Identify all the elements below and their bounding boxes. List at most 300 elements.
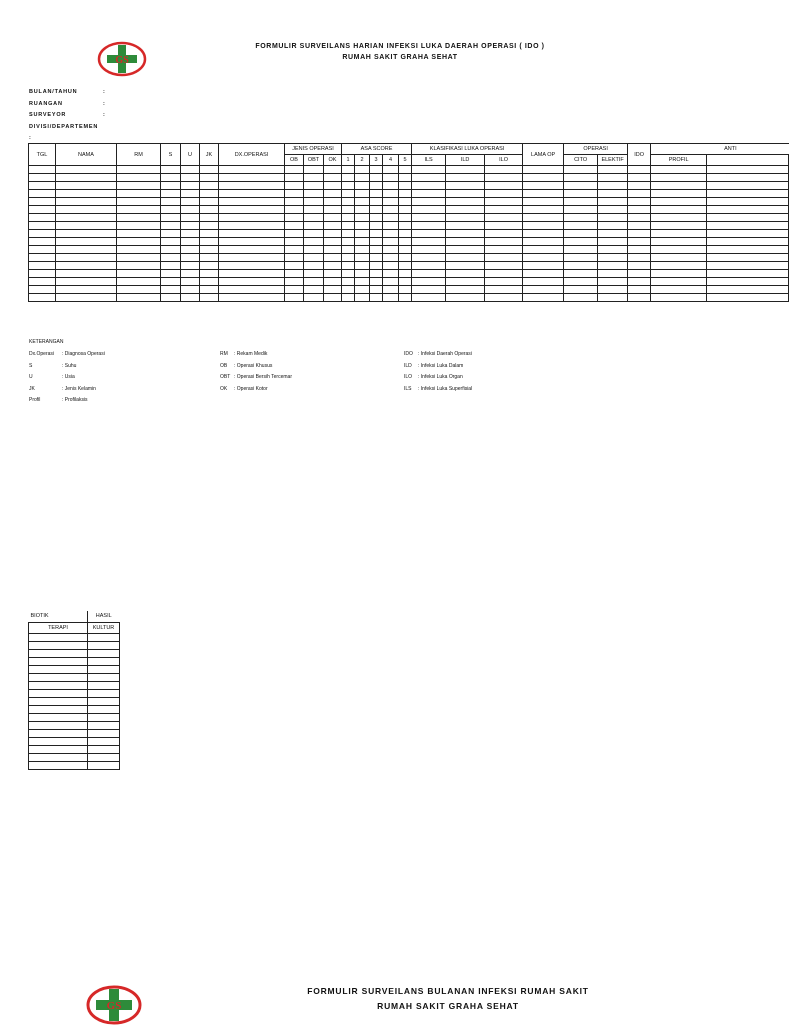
table-cell[interactable] [161, 286, 181, 294]
table-cell[interactable] [383, 206, 399, 214]
table-cell[interactable] [117, 182, 161, 190]
table-cell[interactable] [161, 270, 181, 278]
table-cell[interactable] [523, 198, 564, 206]
table-cell[interactable] [304, 246, 324, 254]
table-cell[interactable] [412, 198, 446, 206]
table-cell[interactable] [88, 633, 120, 641]
table-cell[interactable] [117, 286, 161, 294]
table-cell[interactable] [412, 206, 446, 214]
table-cell[interactable] [446, 214, 485, 222]
table-cell[interactable] [29, 713, 88, 721]
table-cell[interactable] [370, 174, 383, 182]
table-cell[interactable] [628, 190, 651, 198]
table-cell[interactable] [342, 174, 355, 182]
table-cell[interactable] [29, 222, 56, 230]
table-cell[interactable] [355, 166, 370, 174]
table-cell[interactable] [399, 230, 412, 238]
table-cell[interactable] [523, 246, 564, 254]
table-cell[interactable] [651, 230, 707, 238]
table-cell[interactable] [523, 238, 564, 246]
table-cell[interactable] [324, 238, 342, 246]
table-cell[interactable] [412, 182, 446, 190]
table-cell[interactable] [285, 262, 304, 270]
table-cell[interactable] [117, 198, 161, 206]
table-cell[interactable] [598, 222, 628, 230]
table-cell[interactable] [485, 270, 523, 278]
table-cell[interactable] [355, 222, 370, 230]
table-cell[interactable] [342, 270, 355, 278]
table-cell[interactable] [285, 278, 304, 286]
table-cell[interactable] [383, 294, 399, 302]
table-cell[interactable] [651, 166, 707, 174]
table-cell[interactable] [370, 230, 383, 238]
table-cell[interactable] [29, 697, 88, 705]
table-cell[interactable] [56, 166, 117, 174]
table-cell[interactable] [304, 166, 324, 174]
table-cell[interactable] [88, 705, 120, 713]
table-cell[interactable] [29, 206, 56, 214]
table-cell[interactable] [219, 182, 285, 190]
table-cell[interactable] [383, 262, 399, 270]
table-cell[interactable] [399, 222, 412, 230]
table-cell[interactable] [707, 278, 789, 286]
table-cell[interactable] [383, 238, 399, 246]
table-cell[interactable] [117, 238, 161, 246]
table-cell[interactable] [707, 286, 789, 294]
table-cell[interactable] [88, 729, 120, 737]
table-cell[interactable] [56, 270, 117, 278]
table-cell[interactable] [304, 198, 324, 206]
table-cell[interactable] [399, 190, 412, 198]
table-cell[interactable] [564, 222, 598, 230]
table-cell[interactable] [324, 246, 342, 254]
table-cell[interactable] [651, 206, 707, 214]
table-cell[interactable] [598, 246, 628, 254]
table-cell[interactable] [117, 214, 161, 222]
table-cell[interactable] [412, 214, 446, 222]
table-cell[interactable] [88, 657, 120, 665]
table-cell[interactable] [342, 214, 355, 222]
table-cell[interactable] [324, 214, 342, 222]
table-cell[interactable] [324, 254, 342, 262]
table-cell[interactable] [285, 198, 304, 206]
table-cell[interactable] [117, 230, 161, 238]
table-cell[interactable] [628, 198, 651, 206]
table-cell[interactable] [219, 254, 285, 262]
table-cell[interactable] [383, 166, 399, 174]
table-cell[interactable] [219, 286, 285, 294]
table-cell[interactable] [219, 174, 285, 182]
table-cell[interactable] [355, 246, 370, 254]
table-cell[interactable] [304, 222, 324, 230]
table-cell[interactable] [651, 198, 707, 206]
table-cell[interactable] [485, 190, 523, 198]
table-cell[interactable] [355, 174, 370, 182]
table-cell[interactable] [446, 222, 485, 230]
table-cell[interactable] [370, 166, 383, 174]
table-cell[interactable] [370, 222, 383, 230]
table-cell[interactable] [355, 254, 370, 262]
table-cell[interactable] [564, 238, 598, 246]
table-cell[interactable] [342, 246, 355, 254]
table-cell[interactable] [370, 190, 383, 198]
table-cell[interactable] [564, 166, 598, 174]
table-cell[interactable] [598, 174, 628, 182]
table-cell[interactable] [355, 214, 370, 222]
table-cell[interactable] [399, 262, 412, 270]
table-cell[interactable] [304, 206, 324, 214]
table-cell[interactable] [324, 230, 342, 238]
table-cell[interactable] [355, 286, 370, 294]
table-cell[interactable] [200, 270, 219, 278]
table-cell[interactable] [56, 230, 117, 238]
table-cell[interactable] [117, 246, 161, 254]
table-cell[interactable] [117, 206, 161, 214]
table-cell[interactable] [181, 182, 200, 190]
table-cell[interactable] [370, 286, 383, 294]
table-cell[interactable] [324, 174, 342, 182]
table-cell[interactable] [29, 190, 56, 198]
table-cell[interactable] [88, 721, 120, 729]
table-cell[interactable] [707, 270, 789, 278]
table-cell[interactable] [598, 230, 628, 238]
table-cell[interactable] [399, 238, 412, 246]
table-cell[interactable] [355, 238, 370, 246]
table-cell[interactable] [399, 286, 412, 294]
table-cell[interactable] [370, 206, 383, 214]
table-cell[interactable] [342, 294, 355, 302]
table-cell[interactable] [285, 246, 304, 254]
table-cell[interactable] [485, 294, 523, 302]
table-cell[interactable] [181, 206, 200, 214]
table-cell[interactable] [29, 166, 56, 174]
table-cell[interactable] [29, 182, 56, 190]
table-cell[interactable] [304, 190, 324, 198]
table-cell[interactable] [117, 166, 161, 174]
table-cell[interactable] [399, 174, 412, 182]
table-cell[interactable] [628, 278, 651, 286]
table-cell[interactable] [399, 254, 412, 262]
table-cell[interactable] [29, 745, 88, 753]
table-cell[interactable] [707, 190, 789, 198]
table-cell[interactable] [707, 206, 789, 214]
table-cell[interactable] [446, 206, 485, 214]
table-cell[interactable] [181, 262, 200, 270]
table-cell[interactable] [564, 262, 598, 270]
table-cell[interactable] [383, 286, 399, 294]
table-cell[interactable] [29, 286, 56, 294]
table-cell[interactable] [485, 174, 523, 182]
table-cell[interactable] [628, 182, 651, 190]
table-cell[interactable] [29, 721, 88, 729]
table-cell[interactable] [56, 222, 117, 230]
table-cell[interactable] [219, 230, 285, 238]
table-cell[interactable] [355, 190, 370, 198]
table-cell[interactable] [598, 206, 628, 214]
table-cell[interactable] [628, 206, 651, 214]
table-cell[interactable] [651, 254, 707, 262]
table-cell[interactable] [628, 270, 651, 278]
table-cell[interactable] [219, 214, 285, 222]
table-cell[interactable] [485, 278, 523, 286]
table-cell[interactable] [29, 761, 88, 769]
table-cell[interactable] [446, 294, 485, 302]
table-cell[interactable] [29, 665, 88, 673]
table-cell[interactable] [523, 182, 564, 190]
table-cell[interactable] [342, 262, 355, 270]
table-cell[interactable] [304, 294, 324, 302]
table-cell[interactable] [324, 270, 342, 278]
table-cell[interactable] [399, 206, 412, 214]
table-cell[interactable] [56, 238, 117, 246]
table-cell[interactable] [598, 286, 628, 294]
table-cell[interactable] [219, 238, 285, 246]
table-cell[interactable] [446, 278, 485, 286]
table-cell[interactable] [29, 174, 56, 182]
table-cell[interactable] [29, 230, 56, 238]
table-cell[interactable] [523, 190, 564, 198]
table-cell[interactable] [285, 166, 304, 174]
table-cell[interactable] [564, 230, 598, 238]
table-cell[interactable] [342, 190, 355, 198]
table-cell[interactable] [324, 222, 342, 230]
table-cell[interactable] [29, 753, 88, 761]
table-cell[interactable] [412, 230, 446, 238]
table-cell[interactable] [412, 254, 446, 262]
table-cell[interactable] [564, 278, 598, 286]
table-cell[interactable] [485, 214, 523, 222]
table-cell[interactable] [219, 294, 285, 302]
table-cell[interactable] [304, 254, 324, 262]
table-cell[interactable] [285, 254, 304, 262]
table-cell[interactable] [485, 206, 523, 214]
table-cell[interactable] [285, 230, 304, 238]
table-cell[interactable] [412, 262, 446, 270]
table-cell[interactable] [285, 294, 304, 302]
table-cell[interactable] [29, 198, 56, 206]
table-cell[interactable] [161, 230, 181, 238]
table-cell[interactable] [412, 278, 446, 286]
table-cell[interactable] [324, 198, 342, 206]
table-cell[interactable] [88, 745, 120, 753]
table-cell[interactable] [446, 238, 485, 246]
table-cell[interactable] [412, 246, 446, 254]
table-cell[interactable] [88, 761, 120, 769]
table-cell[interactable] [399, 278, 412, 286]
table-cell[interactable] [485, 262, 523, 270]
table-cell[interactable] [412, 190, 446, 198]
table-cell[interactable] [304, 214, 324, 222]
table-cell[interactable] [161, 246, 181, 254]
table-cell[interactable] [56, 174, 117, 182]
table-cell[interactable] [370, 198, 383, 206]
table-cell[interactable] [446, 262, 485, 270]
table-cell[interactable] [200, 174, 219, 182]
table-cell[interactable] [399, 270, 412, 278]
table-cell[interactable] [56, 198, 117, 206]
table-cell[interactable] [56, 246, 117, 254]
table-cell[interactable] [117, 174, 161, 182]
table-cell[interactable] [485, 166, 523, 174]
table-cell[interactable] [707, 222, 789, 230]
table-cell[interactable] [285, 286, 304, 294]
table-cell[interactable] [523, 174, 564, 182]
table-cell[interactable] [324, 166, 342, 174]
table-cell[interactable] [628, 166, 651, 174]
table-cell[interactable] [324, 278, 342, 286]
table-cell[interactable] [88, 673, 120, 681]
table-cell[interactable] [485, 230, 523, 238]
table-cell[interactable] [29, 270, 56, 278]
table-cell[interactable] [446, 190, 485, 198]
table-cell[interactable] [342, 166, 355, 174]
table-cell[interactable] [412, 222, 446, 230]
table-cell[interactable] [285, 270, 304, 278]
table-cell[interactable] [523, 222, 564, 230]
table-cell[interactable] [383, 278, 399, 286]
table-cell[interactable] [304, 238, 324, 246]
table-cell[interactable] [598, 182, 628, 190]
table-cell[interactable] [651, 286, 707, 294]
table-cell[interactable] [285, 238, 304, 246]
table-cell[interactable] [355, 230, 370, 238]
table-cell[interactable] [285, 222, 304, 230]
table-cell[interactable] [370, 278, 383, 286]
table-cell[interactable] [628, 214, 651, 222]
table-cell[interactable] [304, 270, 324, 278]
table-cell[interactable] [88, 665, 120, 673]
table-cell[interactable] [446, 270, 485, 278]
table-cell[interactable] [628, 222, 651, 230]
table-cell[interactable] [161, 214, 181, 222]
table-cell[interactable] [219, 206, 285, 214]
table-cell[interactable] [219, 270, 285, 278]
table-cell[interactable] [523, 166, 564, 174]
table-cell[interactable] [88, 649, 120, 657]
table-cell[interactable] [29, 633, 88, 641]
table-cell[interactable] [412, 238, 446, 246]
table-cell[interactable] [383, 174, 399, 182]
table-cell[interactable] [399, 246, 412, 254]
table-cell[interactable] [598, 214, 628, 222]
table-cell[interactable] [412, 174, 446, 182]
table-cell[interactable] [383, 182, 399, 190]
table-cell[interactable] [29, 737, 88, 745]
table-cell[interactable] [181, 222, 200, 230]
table-cell[interactable] [598, 278, 628, 286]
table-cell[interactable] [707, 214, 789, 222]
table-cell[interactable] [29, 689, 88, 697]
table-cell[interactable] [564, 214, 598, 222]
table-cell[interactable] [29, 262, 56, 270]
table-cell[interactable] [117, 222, 161, 230]
table-cell[interactable] [29, 657, 88, 665]
table-cell[interactable] [219, 190, 285, 198]
table-cell[interactable] [564, 270, 598, 278]
table-cell[interactable] [29, 649, 88, 657]
table-cell[interactable] [598, 262, 628, 270]
table-cell[interactable] [651, 222, 707, 230]
table-cell[interactable] [707, 254, 789, 262]
table-cell[interactable] [399, 294, 412, 302]
table-cell[interactable] [117, 254, 161, 262]
table-cell[interactable] [628, 230, 651, 238]
table-cell[interactable] [370, 254, 383, 262]
table-cell[interactable] [707, 294, 789, 302]
table-cell[interactable] [29, 729, 88, 737]
table-cell[interactable] [383, 246, 399, 254]
table-cell[interactable] [412, 286, 446, 294]
table-cell[interactable] [181, 198, 200, 206]
table-cell[interactable] [446, 286, 485, 294]
table-cell[interactable] [383, 214, 399, 222]
table-cell[interactable] [485, 286, 523, 294]
table-cell[interactable] [628, 294, 651, 302]
table-cell[interactable] [161, 206, 181, 214]
table-cell[interactable] [161, 238, 181, 246]
table-cell[interactable] [219, 262, 285, 270]
table-cell[interactable] [56, 286, 117, 294]
table-cell[interactable] [304, 286, 324, 294]
table-cell[interactable] [598, 190, 628, 198]
table-cell[interactable] [446, 174, 485, 182]
table-cell[interactable] [324, 286, 342, 294]
table-cell[interactable] [219, 246, 285, 254]
table-cell[interactable] [200, 254, 219, 262]
table-cell[interactable] [598, 238, 628, 246]
table-cell[interactable] [707, 174, 789, 182]
table-cell[interactable] [598, 254, 628, 262]
table-cell[interactable] [56, 182, 117, 190]
table-cell[interactable] [56, 206, 117, 214]
table-cell[interactable] [342, 182, 355, 190]
table-cell[interactable] [219, 198, 285, 206]
table-cell[interactable] [200, 190, 219, 198]
table-cell[interactable] [651, 278, 707, 286]
table-cell[interactable] [628, 254, 651, 262]
table-cell[interactable] [651, 174, 707, 182]
table-cell[interactable] [29, 705, 88, 713]
table-cell[interactable] [200, 206, 219, 214]
table-cell[interactable] [370, 214, 383, 222]
table-cell[interactable] [370, 270, 383, 278]
table-cell[interactable] [181, 230, 200, 238]
table-cell[interactable] [304, 182, 324, 190]
table-cell[interactable] [29, 238, 56, 246]
table-cell[interactable] [651, 238, 707, 246]
table-cell[interactable] [29, 673, 88, 681]
table-cell[interactable] [342, 198, 355, 206]
table-cell[interactable] [523, 262, 564, 270]
table-cell[interactable] [324, 190, 342, 198]
table-cell[interactable] [56, 294, 117, 302]
table-cell[interactable] [342, 286, 355, 294]
table-cell[interactable] [628, 238, 651, 246]
table-cell[interactable] [200, 222, 219, 230]
table-cell[interactable] [88, 753, 120, 761]
table-cell[interactable] [181, 174, 200, 182]
table-cell[interactable] [355, 262, 370, 270]
table-cell[interactable] [446, 166, 485, 174]
table-cell[interactable] [29, 681, 88, 689]
table-cell[interactable] [161, 190, 181, 198]
table-cell[interactable] [399, 182, 412, 190]
table-cell[interactable] [485, 182, 523, 190]
table-cell[interactable] [324, 206, 342, 214]
table-cell[interactable] [161, 278, 181, 286]
table-cell[interactable] [181, 214, 200, 222]
table-cell[interactable] [181, 254, 200, 262]
